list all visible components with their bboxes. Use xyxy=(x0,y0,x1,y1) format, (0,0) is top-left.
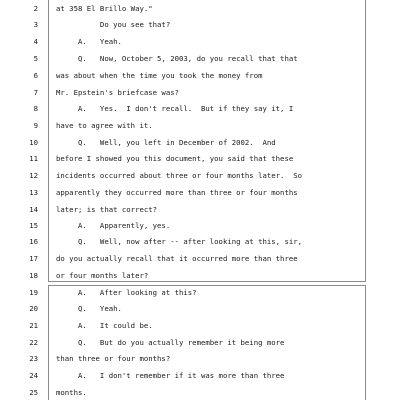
line-text: A. After looking at this? xyxy=(56,288,197,297)
line-number: 6 xyxy=(33,71,38,80)
line-number: 10 xyxy=(29,138,38,147)
transcript-line xyxy=(0,367,400,384)
line-text: Do you see that? xyxy=(56,20,171,29)
transcript-line xyxy=(0,184,400,201)
line-number: 11 xyxy=(29,154,38,163)
line-text: at 358 El Brillo Way." xyxy=(56,4,153,13)
line-number: 15 xyxy=(29,221,38,230)
transcript-line xyxy=(0,16,400,33)
line-text: A. Yes. I don't recall. But if they say it, I xyxy=(56,104,294,113)
line-number: 21 xyxy=(29,321,38,330)
line-text: A. Apparently, yes. xyxy=(56,221,171,230)
line-number: 17 xyxy=(29,254,38,263)
line-text: or four months later? xyxy=(56,271,149,280)
line-number: 20 xyxy=(29,304,38,313)
line-text: have to agree with it. xyxy=(56,121,153,130)
line-number: 3 xyxy=(33,20,38,29)
line-number: 13 xyxy=(29,188,38,197)
line-number: 7 xyxy=(33,88,38,97)
transcript-line xyxy=(0,201,400,218)
line-number: 4 xyxy=(33,37,38,46)
transcript-line xyxy=(0,284,400,301)
line-text: A. Yeah. xyxy=(56,37,122,46)
line-text: Q. Well, now after -- after looking at this, sir, xyxy=(56,237,303,246)
transcript-line xyxy=(0,317,400,334)
transcript-line xyxy=(0,384,400,400)
line-number: 25 xyxy=(29,388,38,397)
transcript-line xyxy=(0,84,400,101)
transcript-line xyxy=(0,350,400,367)
transcript-line xyxy=(0,233,400,250)
line-text: A. It could be. xyxy=(56,321,153,330)
line-text: was about when the time you took the money from xyxy=(56,71,263,80)
line-number: 23 xyxy=(29,354,38,363)
line-text: incidents occurred about three or four months later. So xyxy=(56,171,303,180)
line-number: 5 xyxy=(33,54,38,63)
transcript-line xyxy=(0,167,400,184)
transcript-line xyxy=(0,250,400,267)
transcript-line xyxy=(0,100,400,117)
transcript-line xyxy=(0,217,400,234)
transcript-line xyxy=(0,300,400,317)
line-number: 2 xyxy=(33,4,38,13)
line-text: Q. Yeah. xyxy=(56,304,122,313)
line-text: A. I don't remember if it was more than three xyxy=(56,371,285,380)
line-number: 14 xyxy=(29,205,38,214)
transcript-line xyxy=(0,334,400,351)
transcript-line xyxy=(0,67,400,84)
line-number: 8 xyxy=(33,104,38,113)
transcript-line xyxy=(0,267,400,284)
transcript-line xyxy=(0,117,400,134)
line-text: than three or four months? xyxy=(56,354,171,363)
line-number: 16 xyxy=(29,237,38,246)
line-number: 18 xyxy=(29,271,38,280)
transcript-line xyxy=(0,0,400,17)
line-text: before I showed you this document, you said that these xyxy=(56,154,294,163)
line-number: 22 xyxy=(29,338,38,347)
line-number: 12 xyxy=(29,171,38,180)
line-text: later; is that correct? xyxy=(56,205,158,214)
transcript-line xyxy=(0,134,400,151)
line-text: Q. Well, you left in December of 2002. And xyxy=(56,138,276,147)
line-text: Q. But do you actually remember it being more xyxy=(56,338,285,347)
line-text: months. xyxy=(56,388,87,397)
line-text: Mr. Epstein's briefcase was? xyxy=(56,88,180,97)
line-number: 24 xyxy=(29,371,38,380)
transcript-line xyxy=(0,150,400,167)
transcript-line xyxy=(0,50,400,67)
transcript-line xyxy=(0,33,400,50)
line-text: apparently they occurred more than three or four months xyxy=(56,188,298,197)
line-text: Q. Now, October 5, 2003, do you recall that that xyxy=(56,54,298,63)
line-number: 19 xyxy=(29,288,38,297)
line-number: 9 xyxy=(33,121,38,130)
line-text: do you actually recall that it occurred more than three xyxy=(56,254,298,263)
